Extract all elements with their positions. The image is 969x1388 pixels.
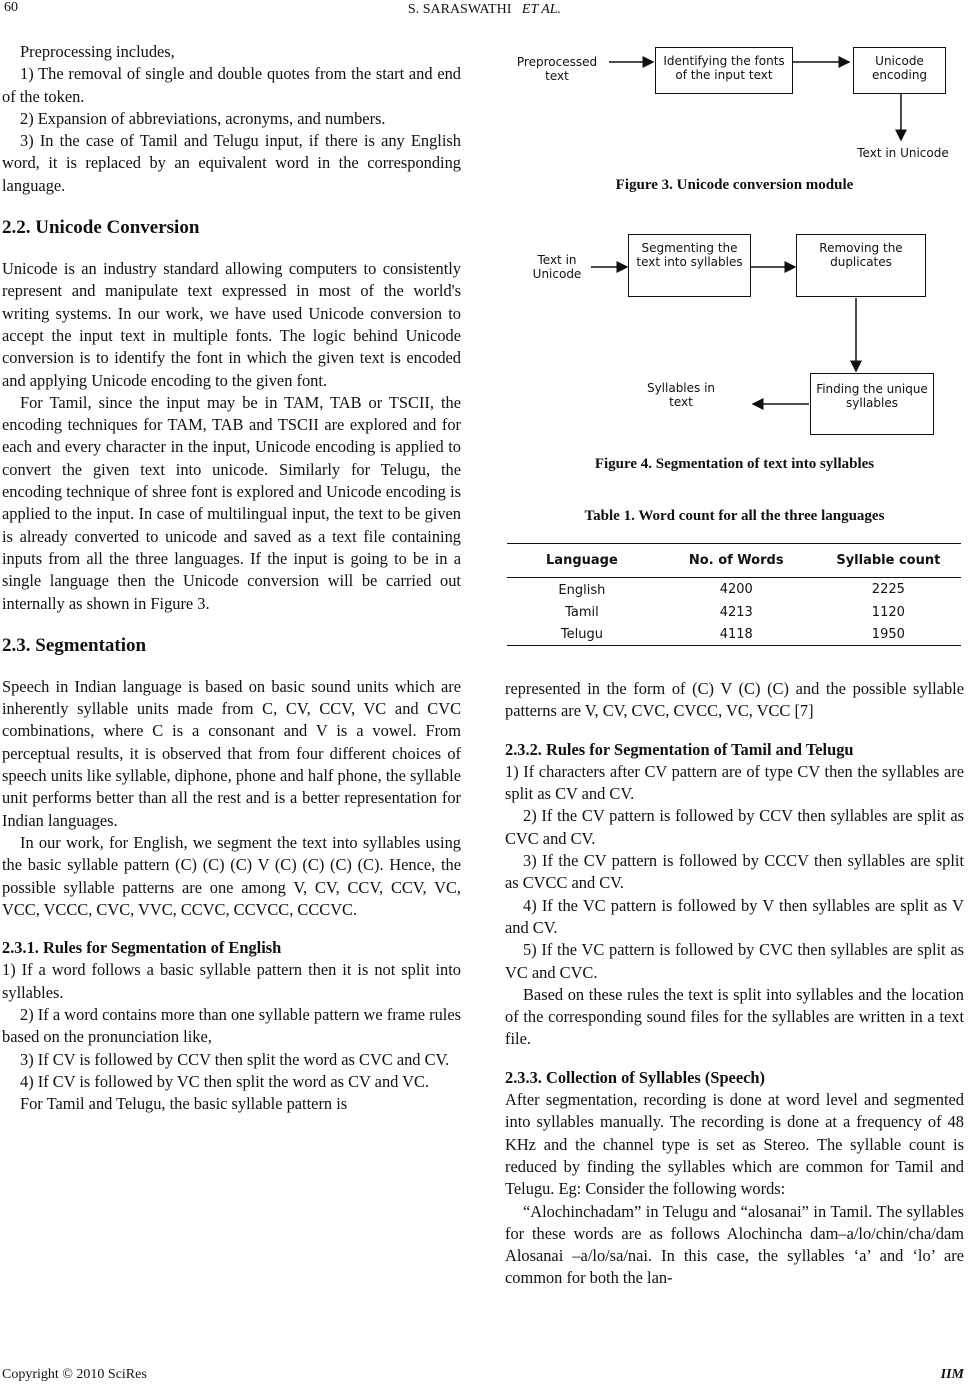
fig3-output-label: Text in Unicode <box>857 146 949 160</box>
section-2-3-3-title: 2.3.3. Collection of Syllables (Speech) <box>505 1067 765 1087</box>
preprocessing-intro: Preprocessing includes, <box>20 42 175 61</box>
fig4-box-segmenting: Segmenting the text into syllables <box>628 234 751 297</box>
tamil-telugu-rule-5: 5) If the VC pattern is followed by CVC then syllables are split as VC and CVC. <box>505 940 964 982</box>
section-2-3-2-title: 2.3.2. Rules for Segmentation of Tamil and Telugu <box>505 739 854 759</box>
fig4-output-label: Syllables in text <box>646 381 716 409</box>
english-rule-4: 4) If CV is followed by VC then split the word as CV and VC. <box>20 1071 429 1091</box>
left-column <box>2 41 461 1115</box>
table-cell: 1120 <box>871 604 905 620</box>
rules-summary: Based on these rules the text is split into syllables and the location of the corresponding sound files for the syllables are written in a text file. <box>505 984 964 1049</box>
table-row <box>507 623 961 645</box>
tamil-telugu-rule-1: 1) If characters after CV pattern are of type CV then the syllables are split as CV and CV. <box>505 761 964 804</box>
header-authors: S. SARASWATHI <box>407 2 512 17</box>
section-2-3-paragraph-2: In our work, for English, we segment the text into syllables using the basic syllable pattern (C) (C) (C) V (C) (C) (C) (C). Hence, the possible syllable patterns are one among V, CV, CCV, CCV, VC, VCC, VCCC, CVC, VVC, CCVC, CCVCC, CCCVC. <box>2 832 461 919</box>
figure-4-caption: Figure 4. Segmentation of text into syllables <box>594 456 875 472</box>
section-2-2-title: 2.2. Unicode Conversion <box>2 217 200 239</box>
table-cell: 4118 <box>719 626 753 642</box>
fig3-box-identify-fonts: Identifying the fonts of the input text <box>655 47 793 94</box>
table-1-caption: Table 1. Word count for all the three languages <box>584 508 885 524</box>
tamil-telugu-pattern-intro: For Tamil and Telugu, the basic syllable pattern is <box>20 1094 348 1114</box>
section-2-3-title: 2.3. Segmentation <box>2 634 147 656</box>
table-cell: English <box>558 582 606 598</box>
table-row <box>507 601 961 623</box>
right-column <box>505 678 964 1290</box>
table-cell: 2225 <box>871 582 905 597</box>
fig3-box-unicode-encoding: Unicode encoding <box>853 47 946 94</box>
table-cell: 4213 <box>719 604 753 620</box>
table-cell: 4200 <box>719 582 753 597</box>
section-2-3-1-title: 2.3.1. Rules for Segmentation of English <box>2 938 282 958</box>
col-header-language: Language <box>507 544 657 578</box>
section-2-2-paragraph-1: Unicode is an industry standard allowing computers to consistently represent and manipulate text expressed in most of the world's writing systems. In our work, we have used Unicode conversion to accept the input text in multiple fonts. The logic behind Unicode conversion is to identify the font in which the given text is encoded and applying Unicode encoding to the given font. <box>2 259 461 390</box>
fig4-box-removing-duplicates: Removing the duplicates <box>796 234 926 297</box>
table-cell: Telugu <box>560 626 603 642</box>
page-number: 60 <box>4 0 18 15</box>
tamil-telugu-rule-2: 2) If the CV pattern is followed by CCV then syllables are split as CVC and CV. <box>505 806 964 848</box>
col-header-syllables: Syllable count <box>816 544 961 578</box>
fig3-input-label: Preprocessed text <box>516 55 598 83</box>
section-2-2-paragraph-2: For Tamil, since the input may be in TAM, TAB or TSCII, the encoding techniques for TAM, TAB and TSCII are explored and for each and every character in the input, Unicode encoding is applied to convert the given text into unicode. Similarly for Telugu, the encoding technique of shree font is explored and Unicode encoding is applied to the input. In case of multilingual input, the text to be given is already converted to unicode and saved as a text file containing inputs from all the three languages. If the input is going to be in a single language then the Unicode conversion will be carried out internally as shown in Figure 3. <box>2 392 461 613</box>
english-rule-2: 2) If a word contains more than one syllable pattern we frame rules based on the pronunciation like, <box>2 1004 461 1047</box>
preprocessing-item-1: 1) The removal of single and double quotes from the start and end of the token. <box>2 64 461 106</box>
col-header-words: No. of Words <box>657 544 816 578</box>
running-header <box>0 2 969 18</box>
english-rule-3: 3) If CV is followed by CCV then split the word as CVC and CV. <box>20 1049 450 1069</box>
pattern-continuation: represented in the form of (C) V (C) (C) and the possible syllable patterns are V, CV, CVC, CVCC, VC, VCC [7] <box>505 679 964 721</box>
figure-3-caption: Figure 3. Unicode conversion module <box>615 177 854 193</box>
table-cell: 1950 <box>871 626 905 642</box>
section-2-3-paragraph-1: Speech in Indian language is based on basic sound units which are inherently syllable units made from C, CV, CCV, VC and CVC combinations, where C is a consonant and V is a vowel. From perceptual results, it is observed that from four different choices of speech units like syllable, diphone, phone and half phone, the syllable unit performs better than all the rest and is a better representation for Indian languages. <box>2 676 461 830</box>
table-row <box>507 578 961 602</box>
english-rule-1: 1) If a word follows a basic syllable pattern then it is not split into syllables. <box>2 960 461 1002</box>
section-2-3-3-paragraph-2: “Alochinchadam” in Telugu and “alosanai” in Tamil. The syllables for these words are as follows Alochincha dam–a/lo/chin/cha/dam Alosanai –a/lo/sa/nai. In this case, the syllables ‘a’ and ‘lo’ are common for both the lan- <box>505 1201 964 1288</box>
preprocessing-item-3: 3) In the case of Tamil and Telugu input, if there is any English word, it is replaced by an equivalent word in the corresponding language. <box>2 131 461 195</box>
tamil-telugu-rule-4: 4) If the VC pattern is followed by V then syllables are split as V and CV. <box>505 895 964 937</box>
tamil-telugu-rule-3: 3) If the CV pattern is followed by CCCV then syllables are split as CVCC and CV. <box>505 851 964 893</box>
preprocessing-item-2: 2) Expansion of abbreviations, acronyms, and numbers. <box>20 108 386 128</box>
fig4-input-label: Text in Unicode <box>532 253 582 281</box>
copyright: Copyright © 2010 SciRes <box>2 1367 147 1382</box>
table-cell: Tamil <box>565 604 599 620</box>
fig4-box-unique-syllables: Finding the unique syllables <box>810 373 934 435</box>
journal-name: IIM <box>940 1367 964 1382</box>
section-2-3-3-paragraph-1: After segmentation, recording is done at word level and segmented into syllables manually. The recording is done at a frequency of 48 KHz and the channel type is set as Stereo. The syllable count is reduced by finding the syllables which are common for Tamil and Telugu. Eg: Consider the following words: <box>505 1090 964 1199</box>
header-et-al: ET AL. <box>521 2 562 17</box>
table-1 <box>507 543 961 646</box>
table-header-row <box>507 544 961 578</box>
